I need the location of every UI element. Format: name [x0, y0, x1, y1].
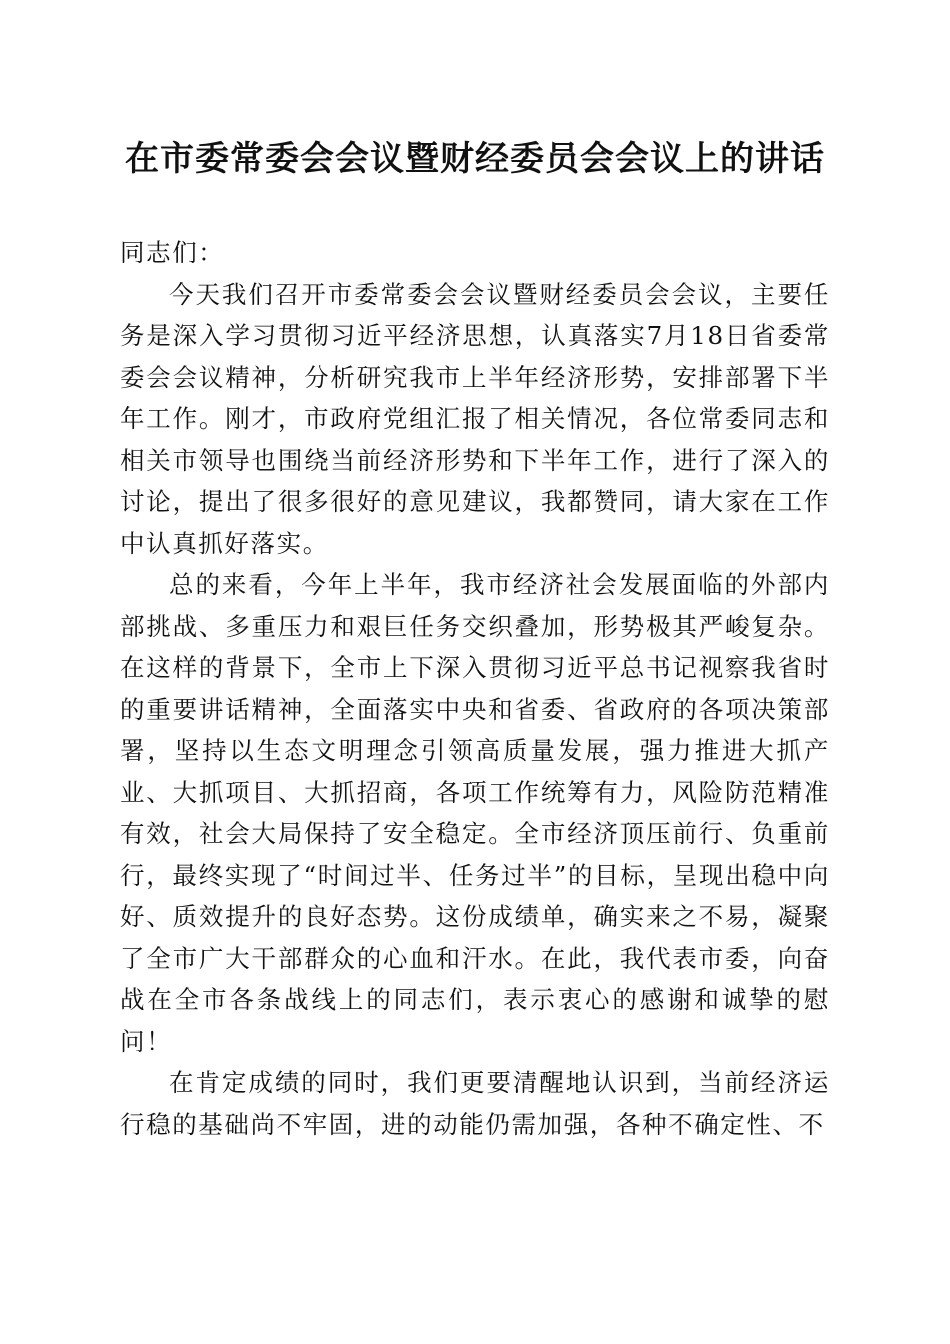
paragraph-challenges: 在肯定成绩的同时，我们更要清醒地认识到，当前经济运行稳的基础尚不牢固，进的动能仍需加强，各种不确定性、不 [120, 1068, 830, 1139]
paragraph-opening: 今天我们召开市委常委会会议暨财经委员会会议，主要任务是深入学习贯彻习近平经济思想，认真落实7月18日省委常委会会议精神，分析研究我市上半年经济形势，安排部署下半年工作。刚才，市政府党组汇报了相关情况，各位常委同志和相关市领导也围绕当前经济形势和下半年工作，进行了深入的讨论，提出了很多很好的意见建议，我都赞同，请大家在工作中认真抓好落实。 [120, 279, 830, 558]
paragraph-overview: 总的来看，今年上半年，我市经济社会发展面临的外部内部挑战、多重压力和艰巨任务交织叠加，形势极其严峻复杂。在这样的背景下，全市上下深入贯彻习近平总书记视察我省时的重要讲话精神，全面落实中央和省委、省政府的各项决策部署，坚持以生态文明理念引领高质量发展，强力推进大抓产业、大抓项目、大抓招商，各项工作统筹有力，风险防范精准有效，社会大局保持了安全稳定。全市经济顶压前行、负重前行，最终实现了“时间过半、任务过半”的目标，呈现出稳中向好、质效提升的良好态势。这份成绩单，确实来之不易，凝聚了全市广大干部群众的心血和汗水。在此，我代表市委，向奋战在全市各条战线上的同志们，表示衷心的感谢和诚挚的慰问！ [120, 570, 830, 1056]
salutation: 同志们： [120, 238, 225, 267]
document-body [120, 232, 830, 1145]
document-title: 在市委常委会会议暨财经委员会会议上的讲话 [125, 139, 825, 179]
